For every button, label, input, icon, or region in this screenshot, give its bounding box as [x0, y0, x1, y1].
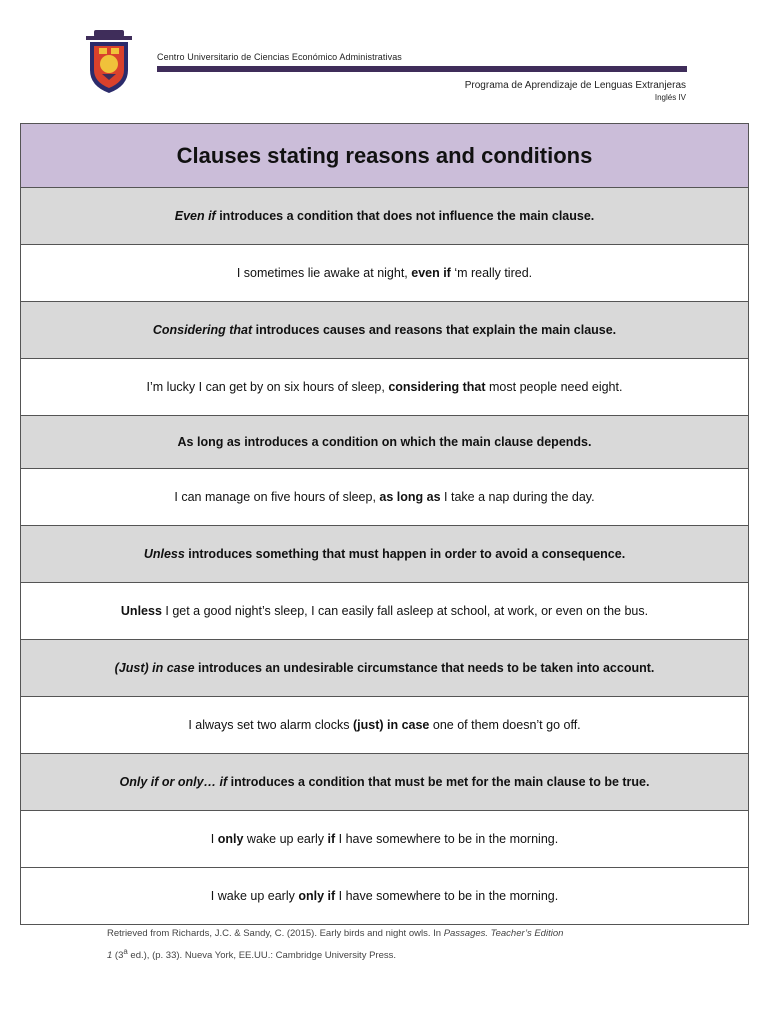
course-level: Inglés IV: [654, 93, 686, 102]
highlighted-keyword: considering that: [388, 380, 486, 394]
row-text-part: I take a nap during the day.: [440, 490, 595, 504]
row-text-part: introduces something that must happen in order to avoid a consequence.: [184, 547, 626, 561]
row-text: [178, 435, 592, 449]
highlighted-keyword: Unless: [120, 604, 162, 618]
rule-row: [21, 640, 748, 697]
row-text-part: I have somewhere to be in the morning.: [335, 889, 559, 903]
clause-keyword: Considering that: [152, 323, 253, 337]
citation: [107, 925, 667, 965]
citation-volume: 1: [107, 950, 113, 962]
row-text: [174, 490, 594, 504]
example-row: [21, 811, 748, 868]
header-rule: [157, 66, 687, 72]
document-header: [0, 0, 768, 120]
row-text-part: I always set two alarm clocks: [188, 718, 353, 732]
clause-keyword: Even if: [174, 209, 216, 223]
row-text-part: introduces an undesirable circumstance that needs to be taken into account.: [194, 661, 655, 675]
row-text-part: I sometimes lie awake at night,: [236, 266, 412, 280]
example-row: [21, 697, 748, 754]
highlighted-keyword: if: [327, 832, 336, 846]
rule-row: [21, 302, 748, 359]
row-text-part: As long as introduces a condition on which the main clause depends.: [177, 435, 592, 449]
row-text-part: introduces a condition that does not influence the main clause.: [215, 209, 595, 223]
rule-row: [21, 526, 748, 583]
citation-edition-sup: a: [123, 947, 128, 956]
row-text-part: I get a good night’s sleep, I can easily fall asleep at school, at work, or even on the bus.: [161, 604, 649, 618]
highlighted-keyword: only if: [298, 889, 336, 903]
example-row: [21, 469, 748, 526]
highlighted-keyword: (just) in case: [352, 718, 430, 732]
row-text: [120, 775, 650, 789]
row-text-part: I have somewhere to be in the morning.: [335, 832, 559, 846]
row-text-part: introduces a condition that must be met for the main clause to be true.: [227, 775, 650, 789]
row-text: [147, 380, 623, 394]
rule-row: [21, 188, 748, 245]
citation-edition-open: (3: [112, 950, 124, 962]
university-crest-logo: [84, 30, 134, 94]
citation-publisher: ed.), (p. 33). Nueva York, EE.UU.: Cambridge University Press.: [127, 950, 397, 962]
highlighted-keyword: even if: [411, 266, 451, 280]
row-text-part: I’m lucky I can get by on six hours of sleep,: [146, 380, 389, 394]
row-text-part: ‘m really tired.: [450, 266, 533, 280]
clause-keyword: (Just) in case: [114, 661, 195, 675]
row-text-part: introduces causes and reasons that explain the main clause.: [252, 323, 617, 337]
row-text: [211, 832, 558, 846]
table-title: Clauses stating reasons and conditions: [21, 124, 748, 188]
highlighted-keyword: only: [217, 832, 244, 846]
table-rows: [21, 188, 748, 924]
program-name: Programa de Aprendizaje de Lenguas Extranjeras: [464, 80, 686, 91]
clause-keyword: Unless: [143, 547, 185, 561]
rule-row: [21, 754, 748, 811]
clauses-table: [20, 123, 749, 925]
row-text-part: wake up early: [243, 832, 328, 846]
highlighted-keyword: as long as: [379, 490, 441, 504]
row-text: [121, 604, 648, 618]
row-text: [175, 209, 595, 223]
clause-keyword: Only if or only… if: [119, 775, 228, 789]
row-text: [188, 718, 580, 732]
example-row: [21, 245, 748, 302]
row-text: [237, 266, 532, 280]
row-text: [153, 323, 616, 337]
citation-book-title: Passages. Teacher’s Edition: [443, 928, 564, 939]
row-text: [211, 889, 558, 903]
example-row: [21, 583, 748, 640]
citation-prefix: Retrieved from Richards, J.C. & Sandy, C. (2015). Early birds and night owls. In: [107, 928, 444, 939]
row-text: [115, 661, 655, 675]
row-text-part: I can manage on five hours of sleep,: [174, 490, 380, 504]
row-text: [144, 547, 625, 561]
rule-row: [21, 416, 748, 469]
row-text-part: I: [210, 832, 218, 846]
example-row: [21, 359, 748, 416]
institution-name: Centro Universitario de Ciencias Económico Administrativas: [157, 52, 402, 62]
row-text-part: one of them doesn’t go off.: [429, 718, 581, 732]
example-row: [21, 868, 748, 924]
row-text-part: I wake up early: [210, 889, 299, 903]
row-text-part: most people need eight.: [485, 380, 623, 394]
